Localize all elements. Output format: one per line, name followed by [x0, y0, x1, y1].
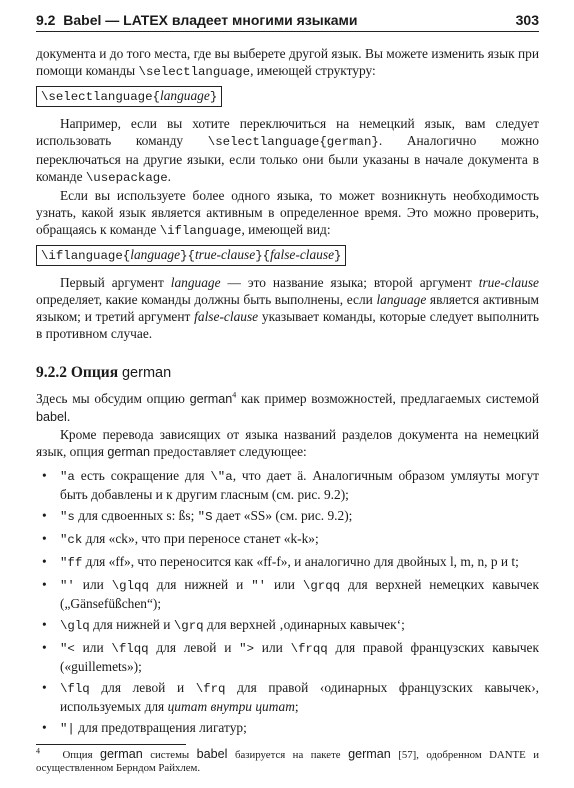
page-number: 303 — [515, 12, 539, 28]
paragraph: Если вы используете более одного языка, то может возникнуть необходимость узнать, какой язык является активным в определенное время. Это можно проверить, обращаясь к команде \iflanguage, имеющей вид: — [36, 188, 539, 238]
page — [36, 12, 539, 775]
list-item: • \glq для нижней и \grq для верхней ‚одинарных кавычек‘; — [42, 617, 405, 633]
paragraph: Первый аргумент language — это название языка; второй аргумент true-clause определяет, какие команды должны быть выполнены, если language является активным языком; и третий аргумент false-clause указывает команды, которые следует выполнить в противном случае. — [36, 275, 539, 341]
list-item: • "' или \glqq для нижней и "' или \grqq для верхней немецких кавычек („Gänsefüßchen“); — [42, 577, 539, 611]
list-item: • "ck для «ck», что при переносе станет «k-k»; — [42, 531, 319, 547]
paragraph: Например, если вы хотите переключиться на немецкий язык, вам следует использовать команду \selectlanguage{german}. Аналогично можно переключаться на другие языки, если только они были указаны в начале документа в команде \usepackage. — [36, 116, 539, 185]
footnote-marker: 4 — [232, 390, 237, 400]
footnote: $^4$ Опция german системы babel базируется на пакете german [57], одобренном DANTE и осуществленном Берндом Райхлем. — [36, 746, 540, 774]
feature-list — [36, 467, 539, 738]
list-item: • "| для предотвращения лигатур; — [42, 720, 247, 736]
paragraph: Здесь мы обсудим опцию german$^4$ как пример возможностей, предлагаемых системой babel. — [36, 390, 539, 424]
syntax-box-selectlanguage: \selectlanguage{language} — [36, 86, 222, 107]
list-item: • "< или \flqq для левой и "> или \frqq для правой французских кавычек («guillemets»); — [42, 640, 540, 674]
list-item: • \flq для левой и \frq для правой ‹одинарных французских кавычек›, используемых для цитат внутри цитат; — [42, 680, 539, 714]
latex-logo: LATEX — [123, 12, 169, 28]
list-item: • "a есть сокращение для \"a, что дает ä. Аналогичным образом умляуты могут быть добавлены и к другим гласным (см. рис. 9.2); — [42, 468, 539, 502]
footnote-rule — [36, 744, 186, 745]
section-heading: 9.2.2 Опция german — [36, 364, 172, 381]
syntax-box-iflanguage: \iflanguage{language}{true-clause}{false-clause} — [36, 245, 346, 266]
list-item: • "ff для «ff», что переносится как «ff-f», и аналогично для двойных l, m, n, p и t; — [42, 554, 519, 570]
header-title: 9.2 Babel — LATEX владеет многими языками — [36, 12, 358, 28]
paragraph: документа и до того места, где вы выберете другой язык. Вы можете изменить язык при помощи команды \selectlanguage, имеющей структуру: — [36, 46, 539, 79]
list-item: • "s для сдвоенных s: ßs; "S дает «SS» (см. рис. 9.2); — [42, 508, 353, 524]
paragraph: Кроме перевода зависящих от языка названий разделов документа на немецкий язык, опция german предоставляет следующее: — [36, 427, 539, 459]
running-header — [36, 12, 539, 32]
